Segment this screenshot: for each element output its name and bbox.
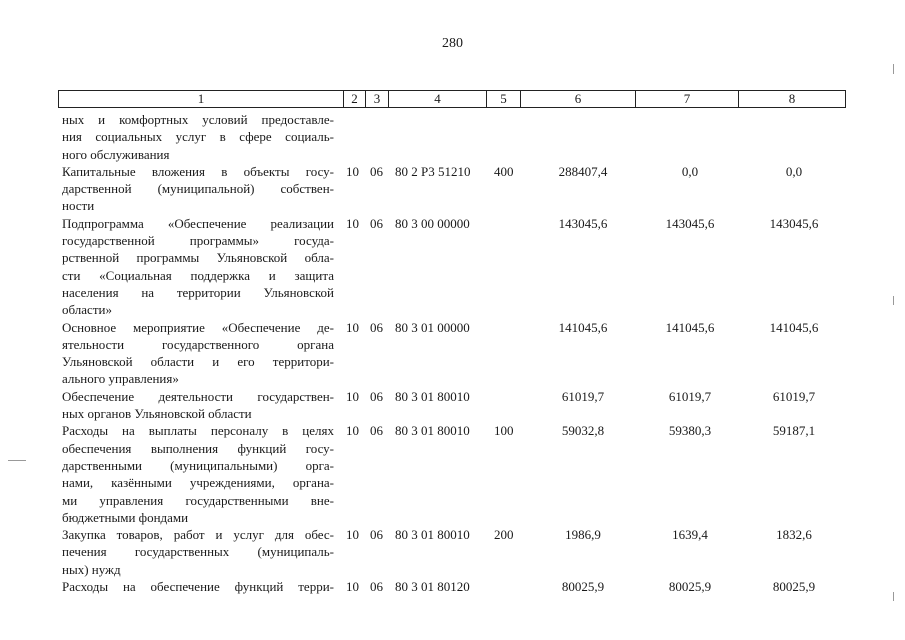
amount-col-6: 61019,7 [561, 388, 605, 404]
table-row [0, 215, 905, 319]
description-line: ми управления государственными вне- [62, 492, 334, 508]
scan-speck [893, 64, 894, 74]
amount-col-7: 143045,6 [665, 215, 715, 231]
section-code: 10 [346, 527, 359, 543]
subsection-code: 06 [370, 388, 383, 404]
row-description [62, 526, 334, 578]
table-body [0, 111, 905, 595]
description-line: ных органов Ульяновской области [62, 406, 252, 422]
scan-speck [8, 460, 26, 461]
table-row [0, 526, 905, 578]
header-col-3: 3 [366, 91, 389, 107]
row-description [62, 163, 334, 215]
target-article-code: 80 2 Р3 51210 [395, 163, 471, 179]
description-line: ности [62, 198, 95, 214]
amount-col-8: 80025,9 [772, 579, 816, 595]
amount-col-7: 61019,7 [668, 388, 712, 404]
description-line: нами, казёнными учреждениями, органа- [62, 475, 334, 491]
subsection-code: 06 [370, 163, 383, 179]
description-line: дарственными (муниципальными) орга- [62, 457, 334, 473]
description-line: ального управления» [62, 371, 179, 387]
table-row [0, 422, 905, 526]
amount-col-6: 80025,9 [561, 579, 605, 595]
target-article-code: 80 3 01 80010 [395, 388, 470, 404]
description-line: ных и комфортных условий предоставле- [62, 112, 334, 127]
scan-speck [893, 592, 894, 601]
amount-col-7: 0,0 [681, 163, 699, 179]
header-col-2: 2 [344, 91, 366, 107]
subsection-code: 06 [370, 423, 383, 439]
description-line: сти «Социальная поддержка и защита [62, 267, 334, 283]
description-line: рственной программы Ульяновской обла- [62, 250, 334, 266]
table-row [0, 319, 905, 388]
table-row [0, 578, 905, 595]
description-line: Обеспечение деятельности государствен- [62, 388, 334, 404]
subsection-code: 06 [370, 527, 383, 543]
section-code: 10 [346, 319, 359, 335]
row-description [62, 319, 334, 388]
amount-col-6: 141045,6 [558, 319, 608, 335]
amount-col-6: 143045,6 [558, 215, 608, 231]
description-line: печения государственных (муниципаль- [62, 544, 334, 560]
target-article-code: 80 3 01 80010 [395, 527, 470, 543]
description-line: области» [62, 302, 112, 318]
section-code: 10 [346, 163, 359, 179]
table-row [0, 111, 905, 163]
description-line: ных) нужд [62, 561, 121, 577]
header-col-7: 7 [636, 91, 739, 107]
target-article-code: 80 3 01 80010 [395, 423, 470, 439]
description-line: обеспечения выполнения функций госу- [62, 440, 334, 456]
header-col-1: 1 [59, 91, 344, 107]
description-line: Капитальные вложения в объекты госу- [62, 163, 334, 179]
description-line: ния социальных услуг в сфере социаль- [62, 129, 334, 145]
header-col-5: 5 [487, 91, 521, 107]
row-description [62, 111, 334, 163]
amount-col-6: 1986,9 [565, 527, 601, 543]
expense-type-code: 400 [494, 163, 514, 179]
target-article-code: 80 3 01 00000 [395, 319, 470, 335]
amount-col-7: 141045,6 [665, 319, 715, 335]
amount-col-7: 80025,9 [668, 579, 712, 595]
description-line: ного обслуживания [62, 146, 170, 162]
row-description [62, 578, 334, 595]
amount-col-8: 143045,6 [769, 215, 819, 231]
description-line: Подпрограмма «Обеспечение реализации [62, 215, 334, 231]
subsection-code: 06 [370, 215, 383, 231]
header-col-8: 8 [788, 91, 796, 106]
description-line: Ульяновской области и его территори- [62, 354, 334, 370]
row-description [62, 215, 334, 319]
description-line: Основное мероприятие «Обеспечение де- [62, 319, 334, 335]
description-line: государственной программы» госуда- [62, 233, 334, 249]
target-article-code: 80 3 01 80120 [395, 579, 470, 595]
amount-col-7: 59380,3 [668, 423, 712, 439]
table-row [0, 388, 905, 423]
scan-speck [893, 296, 894, 305]
description-line: Закупка товаров, работ и услуг для обес- [62, 527, 334, 543]
description-line: Расходы на выплаты персоналу в целях [62, 423, 334, 439]
table-row [0, 163, 905, 215]
amount-col-6: 288407,4 [558, 163, 608, 179]
table-header [58, 90, 846, 108]
section-code: 10 [346, 215, 359, 231]
subsection-code: 06 [370, 579, 383, 595]
description-line: бюджетными фондами [62, 509, 189, 525]
row-description [62, 388, 334, 423]
header-col-6: 6 [521, 91, 636, 107]
amount-col-7: 1639,4 [672, 527, 708, 543]
amount-col-8: 0,0 [785, 163, 803, 179]
row-description [62, 422, 334, 526]
subsection-code: 06 [370, 319, 383, 335]
description-line: Расходы на обеспечение функций терри- [62, 579, 334, 595]
target-article-code: 80 3 00 00000 [395, 215, 470, 231]
amount-col-8: 61019,7 [772, 388, 816, 404]
description-line: населения на территории Ульяновской [62, 284, 334, 300]
amount-col-8: 1832,6 [776, 527, 812, 543]
section-code: 10 [346, 423, 359, 439]
amount-col-6: 59032,8 [561, 423, 605, 439]
header-col-4: 4 [389, 91, 487, 107]
description-line: ятельности государственного органа [62, 336, 334, 352]
expense-type-code: 200 [494, 527, 514, 543]
expense-type-code: 100 [494, 423, 514, 439]
amount-col-8: 59187,1 [772, 423, 816, 439]
page-number: 280 [442, 36, 463, 51]
section-code: 10 [346, 579, 359, 595]
section-code: 10 [346, 388, 359, 404]
amount-col-8: 141045,6 [769, 319, 819, 335]
description-line: дарственной (муниципальной) собствен- [62, 181, 334, 197]
